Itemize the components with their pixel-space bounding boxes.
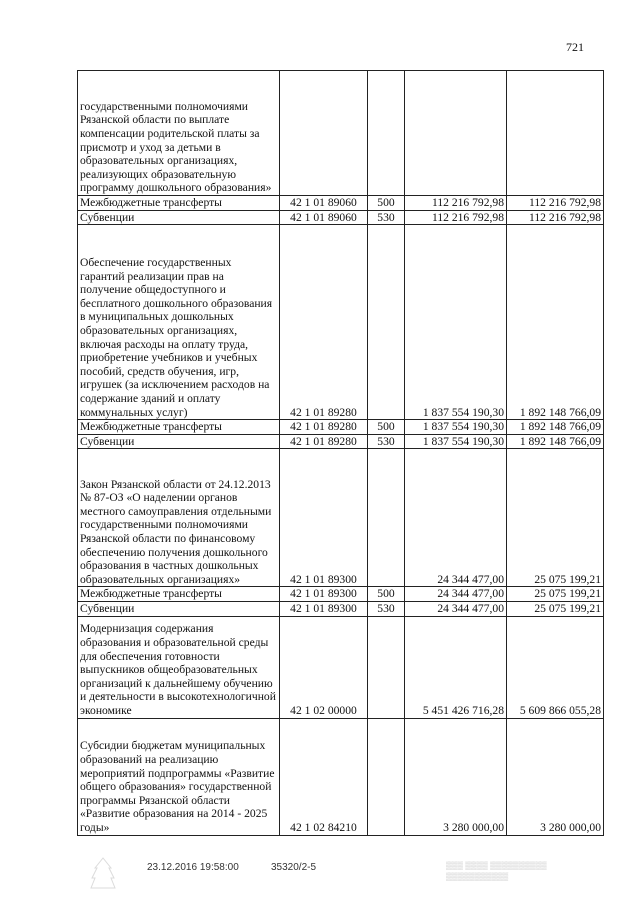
row-amount-year1: 24 344 477,00 (405, 449, 507, 587)
table-row (78, 210, 604, 225)
table-row (78, 225, 604, 420)
row-amount-year1: 1 837 554 190,30 (405, 225, 507, 420)
table-row (78, 718, 604, 835)
row-code: 42 1 01 89060 (280, 196, 368, 211)
row-amount-year1: 112 216 792,98 (405, 210, 507, 225)
row-code: 42 1 01 89280 (280, 225, 368, 420)
table-row (78, 71, 604, 196)
row-code: 42 1 01 89300 (280, 601, 368, 616)
row-code: 42 1 01 89060 (280, 210, 368, 225)
row-code: 42 1 02 84210 (280, 718, 368, 835)
row-amount-year2: 3 280 000,00 (507, 718, 604, 835)
footer-doc-id: 35320/2-5 (271, 862, 317, 873)
footer-datetime: 23.12.2016 19:58:00 (147, 862, 239, 873)
row-amount-year2: 1 892 148 766,09 (507, 434, 604, 449)
row-type: 500 (368, 196, 405, 211)
row-name: Межбюджетные трансферты (78, 196, 280, 211)
row-type (368, 449, 405, 587)
table-row (78, 434, 604, 449)
row-type: 500 (368, 587, 405, 602)
row-amount-year2: 25 075 199,21 (507, 449, 604, 587)
table-row (78, 420, 604, 435)
page-number: 721 (566, 40, 584, 54)
row-amount-year1: 1 837 554 190,30 (405, 434, 507, 449)
row-amount-year1: 24 344 477,00 (405, 587, 507, 602)
row-name: государственными полномочиями Рязанской области по выплате компенсации родительской платы за присмотр и уход за детьми в образовательных организациях, реализующих образовательную программу дошкольного образования» (78, 71, 280, 196)
table-row (78, 587, 604, 602)
row-type (368, 71, 405, 196)
budget-table (77, 70, 604, 836)
faint-watermark: ▒▒▒ ▒▒▒▒ ▒▒▒▒▒▒▒▒▒▒ ▒▒▒▒▒▒▒▒▒▒▒ (446, 861, 547, 881)
row-amount-year2: 25 075 199,21 (507, 601, 604, 616)
table-row (78, 196, 604, 211)
row-type: 500 (368, 420, 405, 435)
table-row (78, 601, 604, 616)
row-code: 42 1 02 00000 (280, 616, 368, 718)
row-type (368, 718, 405, 835)
row-type: 530 (368, 434, 405, 449)
row-code: 42 1 01 89280 (280, 420, 368, 435)
row-type (368, 616, 405, 718)
row-amount-year2: 1 892 148 766,09 (507, 225, 604, 420)
row-name: Закон Рязанской области от 24.12.2013 № 87-ОЗ «О наделении органов местного самоуправления отдельными государственными полномочиями Рязанской области по финансовому обеспечению получения дошкольного образования в частных дошкольных образовательных организациях» (78, 449, 280, 587)
row-amount-year1: 24 344 477,00 (405, 601, 507, 616)
row-type: 530 (368, 210, 405, 225)
row-code: 42 1 01 89300 (280, 587, 368, 602)
row-code (280, 71, 368, 196)
row-code: 42 1 01 89280 (280, 434, 368, 449)
row-amount-year1: 3 280 000,00 (405, 718, 507, 835)
row-amount-year1: 5 451 426 716,28 (405, 616, 507, 718)
row-amount-year2: 1 892 148 766,09 (507, 420, 604, 435)
row-amount-year1: 112 216 792,98 (405, 196, 507, 211)
row-name: Субвенции (78, 601, 280, 616)
row-type (368, 225, 405, 420)
row-amount-year2 (507, 71, 604, 196)
stamp-icon (90, 856, 116, 890)
row-name: Субвенции (78, 434, 280, 449)
row-name: Субсидии бюджетам муниципальных образований на реализацию мероприятий подпрограммы «Развитие общего образования» государственной программы Рязанской области «Развитие образования на 2014 - 2025 годы» (78, 718, 280, 835)
row-amount-year2: 112 216 792,98 (507, 210, 604, 225)
row-name: Межбюджетные трансферты (78, 587, 280, 602)
table-row (78, 449, 604, 587)
row-amount-year2: 25 075 199,21 (507, 587, 604, 602)
row-type: 530 (368, 601, 405, 616)
row-amount-year2: 112 216 792,98 (507, 196, 604, 211)
row-amount-year1: 1 837 554 190,30 (405, 420, 507, 435)
row-name: Межбюджетные трансферты (78, 420, 280, 435)
table-row (78, 616, 604, 718)
row-name: Субвенции (78, 210, 280, 225)
row-name: Обеспечение государственных гарантий реализации прав на получение общедоступного и бесплатного дошкольного образования в муниципальных дошкольных образовательных организациях, включая расходы на оплату труда, приобретение учебников и учебных пособий, средств обучения, игр, игрушек (за исключением расходов на содержание зданий и оплату коммунальных услуг) (78, 225, 280, 420)
row-amount-year2: 5 609 866 055,28 (507, 616, 604, 718)
row-amount-year1 (405, 71, 507, 196)
row-code: 42 1 01 89300 (280, 449, 368, 587)
row-name: Модернизация содержания образования и образовательной среды для обеспечения готовности выпускников общеобразовательных организаций к дальнейшему обучению и деятельности в высокотехнологичной экономике (78, 616, 280, 718)
